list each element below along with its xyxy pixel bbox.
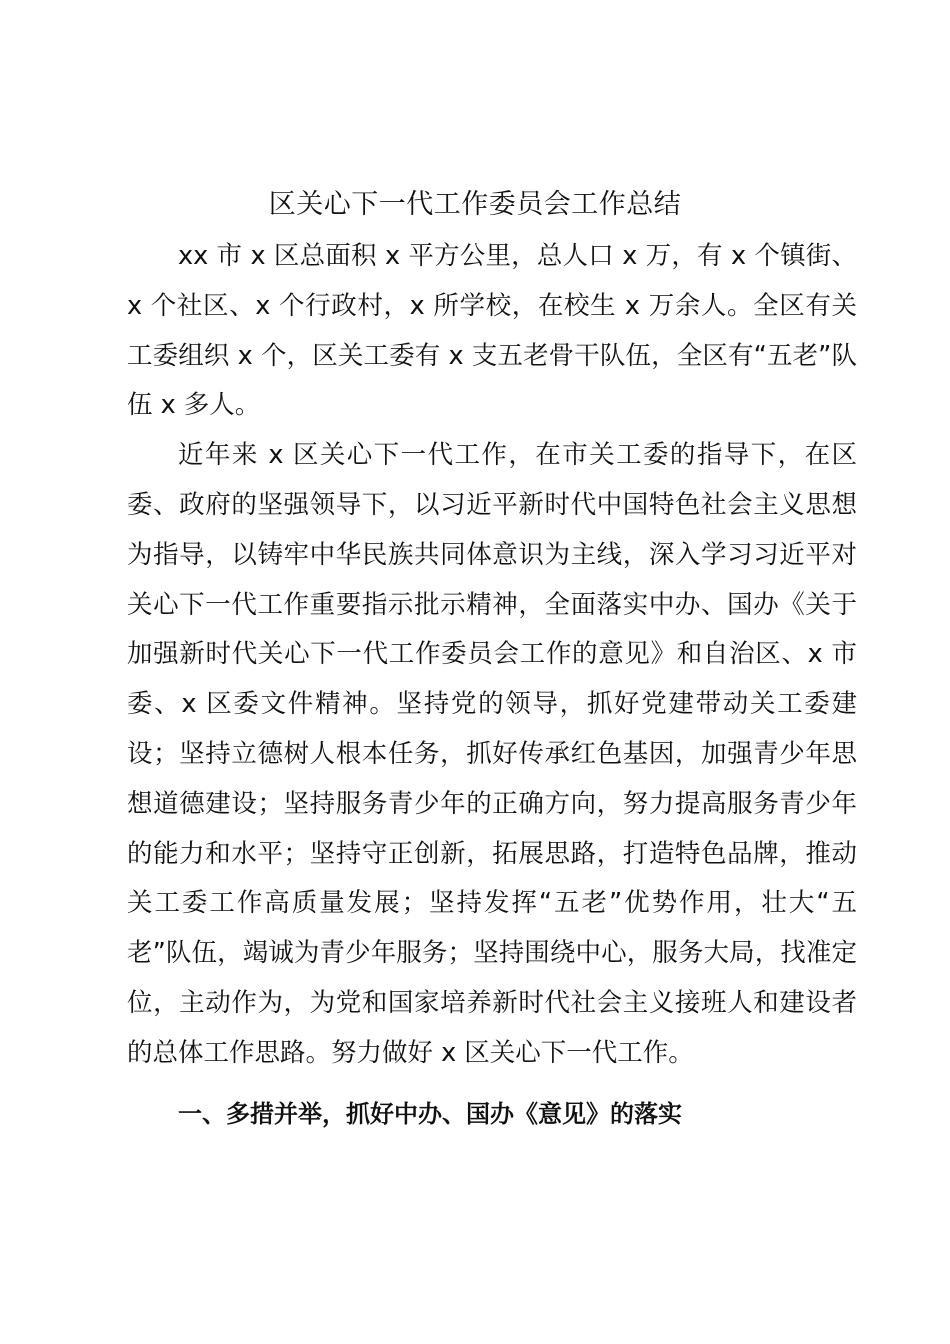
document-title: 区关心下一代工作委员会工作总结 [268,189,682,220]
paragraph-overview: xx 市 x 区总面积 x 平方公里，总人口 x 万，有 x 个镇街、x 个社区、x 个行政村，x 所学校，在校生 x 万余人。全区有关工委组织 x 个，区关工委有 x 支五老骨干队伍，全区有“五老”队伍 x 多人。 [127,241,857,421]
section-heading: 一、多措并举，抓好中办、国办《意见》的落实 [178,1098,682,1128]
document-body [127,232,857,1138]
paragraph-work-summary: 近年来 x 区关心下一代工作，在市关工委的指导下，在区委、政府的坚强领导下，以习近平新时代中国特色社会主义思想为指导，以铸牢中华民族共同体意识为主线，深入学习习近平对关心下一代工作重要指示批示精神，全面落实中办、国办《关于加强新时代关心下一代工作委员会工作的意见》和自治区、x 市委、x 区委文件精神。坚持党的领导，抓好党建带动关工委建设；坚持立德树人根本任务，抓好传承红色基因，加强青少年思想道德建设；坚持服务青少年的正确方向，努力提高服务青少年的能力和水平；坚持守正创新，拓展思路，打造特色品牌，推动关工委工作高质量发展；坚持发挥“五老”优势作用，壮大“五老”队伍，竭诚为青少年服务；坚持围绕中心，服务大局，找准定位，主动作为，为党和国家培养新时代社会主义接班人和建设者的总体工作思路。努力做好 x 区关心下一代工作。 [127,440,857,1068]
